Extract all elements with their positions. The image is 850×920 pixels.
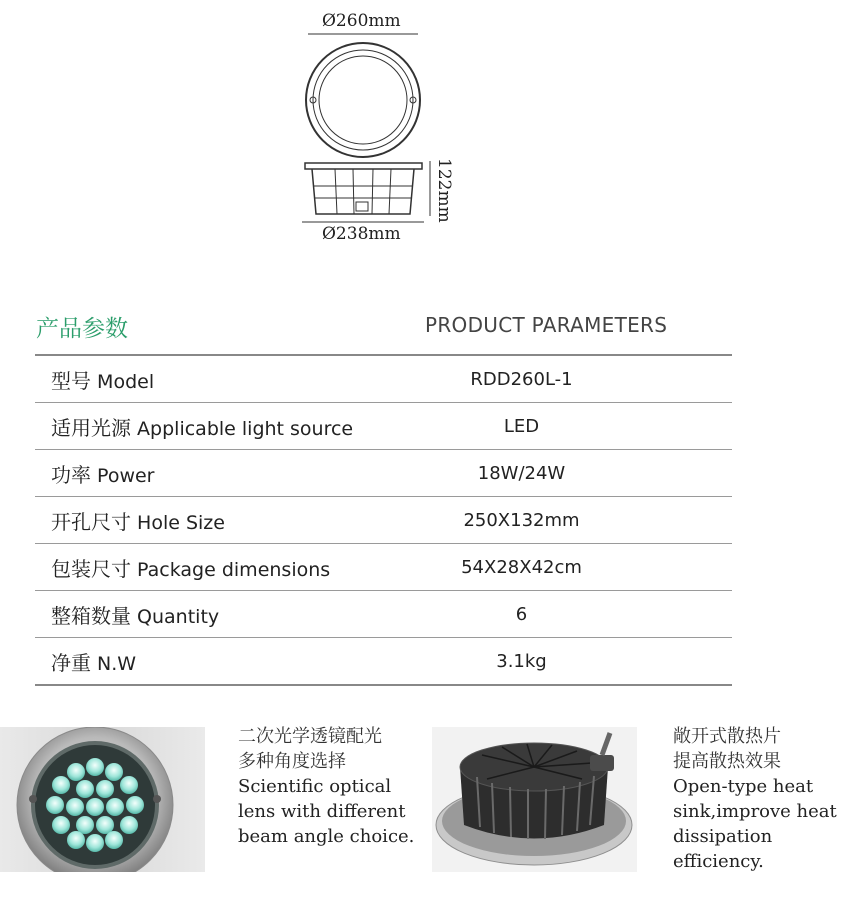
section-title-en: PRODUCT PARAMETERS xyxy=(425,313,668,337)
param-value: LED xyxy=(503,415,540,437)
height-label: 122mm xyxy=(434,158,454,223)
param-label xyxy=(35,600,441,629)
table-row xyxy=(35,591,732,638)
param-label-en: Power xyxy=(97,464,155,487)
table-row xyxy=(35,497,732,544)
param-label-cn: 型号 xyxy=(51,368,91,393)
param-label xyxy=(35,553,441,582)
param-value: 18W/24W xyxy=(477,462,566,484)
param-label-cn: 整箱数量 xyxy=(51,603,131,628)
param-label xyxy=(35,365,441,394)
feature-heatsink-text xyxy=(673,724,848,874)
param-label-en: Model xyxy=(97,370,155,393)
param-label-cn: 开孔尺寸 xyxy=(51,509,131,534)
param-label-cn: 净重 xyxy=(51,650,91,675)
heatsink-product-photo xyxy=(432,727,637,872)
table-row xyxy=(35,403,732,450)
lens-product-photo xyxy=(0,727,205,872)
param-label-en: Quantity xyxy=(137,605,220,628)
param-label xyxy=(35,459,441,488)
param-label-cn: 包装尺寸 xyxy=(51,556,131,581)
feature-heatsink-en-line2: sink,improve heat xyxy=(673,801,837,822)
param-label xyxy=(35,647,441,676)
feature-lens-en-line2: lens with different xyxy=(238,801,406,822)
param-label-en: Applicable light source xyxy=(137,417,354,440)
heat-sink-illustration xyxy=(432,727,637,872)
table-row xyxy=(35,544,732,591)
feature-heatsink-en-line1: Open-type heat xyxy=(673,776,814,797)
section-title-cn: 产品参数 xyxy=(36,316,128,342)
parameter-table xyxy=(35,354,732,686)
feature-lens-cn-line2: 多种角度选择 xyxy=(238,751,346,772)
param-value: 3.1kg xyxy=(496,650,547,672)
led-lens-illustration xyxy=(0,727,205,872)
param-value: 6 xyxy=(515,603,528,625)
param-value: RDD260L-1 xyxy=(470,368,573,390)
feature-heatsink-en-line3: dissipation xyxy=(673,826,773,847)
param-label-cn: 适用光源 xyxy=(51,415,131,440)
param-label-cn: 功率 xyxy=(51,462,91,487)
param-label xyxy=(35,412,441,441)
feature-lens-en-line1: Scientific optical xyxy=(238,776,392,797)
table-row xyxy=(35,638,732,686)
top-diameter-label: Ø260mm xyxy=(322,11,401,31)
table-row xyxy=(35,356,732,403)
param-label-en: Package dimensions xyxy=(137,558,331,581)
param-value: 250X132mm xyxy=(463,509,580,531)
feature-lens-cn-line1: 二次光学透镜配光 xyxy=(238,726,382,747)
feature-lens-text xyxy=(238,724,428,849)
bottom-diameter-label: Ø238mm xyxy=(322,224,401,244)
feature-heatsink-en-line4: efficiency. xyxy=(673,851,764,872)
param-label-en: Hole Size xyxy=(137,511,225,534)
feature-lens-en-line3: beam angle choice. xyxy=(238,826,415,847)
feature-heatsink-cn-line1: 敞开式散热片 xyxy=(673,726,781,747)
param-value: 54X28X42cm xyxy=(461,556,582,578)
table-row xyxy=(35,450,732,497)
feature-heatsink-cn-line2: 提高散热效果 xyxy=(673,751,781,772)
param-label-en: N.W xyxy=(97,652,137,675)
param-label xyxy=(35,506,441,535)
